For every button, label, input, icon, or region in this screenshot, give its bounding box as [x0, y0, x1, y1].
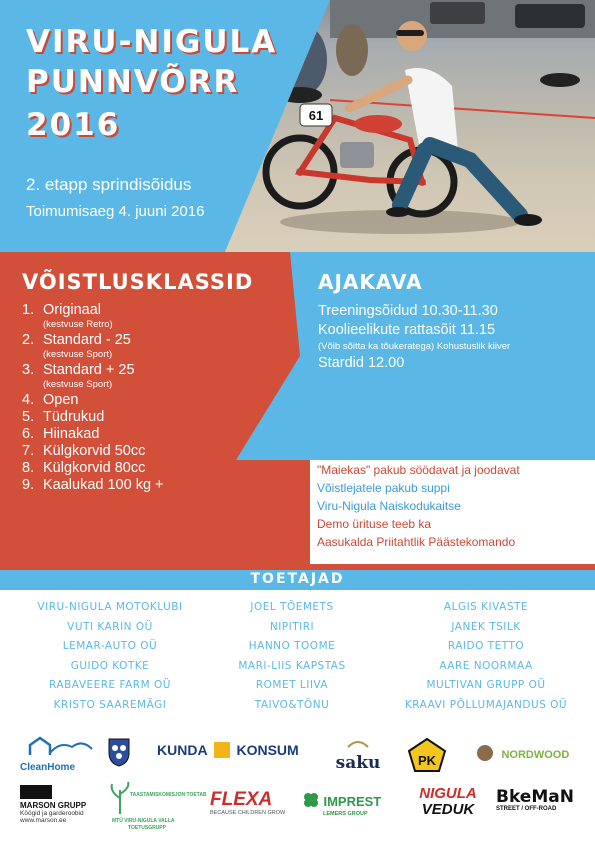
flexa-text: FLEXA: [210, 789, 273, 810]
class-number: 8.: [22, 460, 35, 476]
info-line: Viru-Nigula Naiskodukaitse: [317, 499, 461, 513]
class-item: [22, 443, 272, 460]
info-line: Demo ürituse teeb ka: [317, 517, 432, 531]
nigula-text: NIGULA: [419, 785, 477, 802]
class-subtitle: (kestvuse Sport): [43, 349, 113, 360]
class-number: 3.: [22, 362, 35, 378]
coat-of-arms-logo: [107, 737, 131, 767]
class-item: [22, 392, 272, 409]
marson-logo: [20, 785, 100, 830]
bikeman-tagline: STREET / OFF-ROAD: [496, 806, 557, 812]
class-subtitle: (kestvuse Retro): [43, 319, 113, 330]
class-label: Standard + 25: [43, 362, 135, 378]
nordwood-logo: [477, 745, 587, 765]
imprest-tagline: LEMERS GROUP: [323, 811, 368, 817]
schedule-list: [318, 302, 588, 373]
konsum-text: KONSUM: [236, 742, 299, 758]
nigula-veduk-logo: [416, 786, 480, 826]
bike-number: 61: [308, 108, 324, 123]
sponsor-name: HANNO TOOME: [248, 640, 336, 653]
class-number: 9.: [22, 477, 35, 493]
sponsor-name: LEMAR-AUTO OÜ: [62, 640, 158, 653]
sponsor-name: GUIDO KOTKE: [70, 659, 150, 672]
class-item: [22, 409, 272, 426]
sponsor-name: AARE NOORMAA: [439, 659, 533, 672]
classes-list: [22, 302, 272, 494]
sponsor-column: [212, 598, 372, 716]
engine-shape: [340, 142, 374, 168]
rider-sunglasses-shape: [396, 30, 424, 36]
poster-title-line-2: PUNNVÕRR: [26, 64, 240, 100]
class-label: Külgkorvid 80cc: [43, 460, 146, 476]
parked-car-shape: [430, 2, 485, 24]
veduk-text: VEDUK: [421, 801, 475, 818]
saku-text: saku: [335, 753, 381, 773]
class-item: [22, 426, 272, 443]
sponsor-name: VIRU-NIGULA MOTOKLUBI: [37, 601, 183, 613]
class-number: 7.: [22, 443, 35, 459]
schedule-item: Treeningsõidud 10.30-11.30: [318, 303, 498, 319]
poster-title-line-1: VIRU-NIGULA: [26, 24, 278, 60]
class-label: Originaal: [43, 302, 102, 318]
kunda-konsum-logo: [157, 742, 317, 762]
class-number: 2.: [22, 332, 35, 348]
imprest-logo: [303, 792, 403, 822]
info-line: Võistlejatele pakub suppi: [317, 481, 450, 495]
toetusgrupp-line-2: MTÜ VIRU-NIGULA VALLA: [112, 818, 175, 824]
pk-text: PK: [417, 753, 437, 768]
class-label: Hiinakad: [43, 426, 100, 442]
imprest-text: IMPREST: [323, 794, 382, 809]
class-label: Open: [43, 392, 79, 408]
info-line: "Maiekas" pakub söödavat ja joodavat: [317, 463, 520, 477]
class-number: 1.: [22, 302, 35, 318]
poster-title-line-3: 2016: [26, 107, 121, 143]
parked-car-shape: [515, 4, 585, 28]
nordwood-text: NORDWOOD: [501, 749, 570, 761]
class-number: 6.: [22, 426, 35, 442]
kunda-text: KUNDA: [157, 742, 208, 758]
marson-mark-icon: [20, 785, 52, 799]
sponsor-name: RABAVEERE FARM OÜ: [49, 679, 171, 692]
flexa-tagline: BECAUSE CHILDREN GROW: [210, 810, 286, 816]
rider-shoe-shape: [514, 214, 542, 226]
sponsor-name: NIPITIRI: [269, 620, 315, 633]
schedule-item: Stardid 12.00: [318, 355, 405, 371]
toetusgrupp-line-1: TAASTAMISKOMISJON TOETAB: [130, 792, 207, 798]
toetusgrupp-plant-icon: [108, 780, 132, 814]
sponsor-name: KRISTO SAAREMÄGI: [53, 698, 167, 711]
spectator-shape: [336, 24, 368, 76]
class-subtitle: (kestvuse Sport): [43, 379, 113, 390]
sponsor-name: ROMET LIIVA: [255, 679, 329, 692]
schedule-heading: AJAKAVA: [318, 270, 423, 294]
sponsor-name: JANEK TSILK: [451, 620, 521, 633]
sponsor-column: [384, 598, 588, 716]
sponsor-name: TAIVO&TÕNU: [254, 698, 330, 711]
cleanhome-text: CleanHome: [20, 762, 76, 773]
marson-name: MARSON GRUPP: [20, 801, 87, 810]
class-item: [22, 460, 272, 477]
sponsor-name: VUTI KARIN OÜ: [67, 620, 153, 633]
schedule-item: Koolieelikute rattasõit 11.15: [318, 322, 496, 338]
cleanhome-logo: [20, 735, 100, 771]
saku-logo: [334, 736, 382, 774]
imprest-clover-icon: [303, 792, 319, 808]
class-label: Standard - 25: [43, 332, 131, 348]
flexa-logo: [210, 790, 290, 822]
sponsor-name: MARI-LIIS KAPSTAS: [238, 659, 346, 672]
sponsors-heading: TOETAJAD: [250, 571, 345, 587]
class-label: Kaalukad 100 kg +: [43, 477, 164, 493]
sponsor-column: [14, 598, 206, 716]
class-item: [22, 362, 272, 390]
stage-text: 2. etapp sprindisõidus: [26, 175, 192, 194]
fuel-tank-shape: [354, 115, 402, 133]
class-item: [22, 477, 272, 494]
sponsor-name: JOEL TÕEMETS: [250, 601, 334, 613]
class-item: [22, 302, 272, 330]
class-label: Külgkorvid 50cc: [43, 443, 146, 459]
sponsor-name: RAIDO TETTO: [447, 640, 525, 653]
toetusgrupp-line-3: TOETUSGRUPP: [128, 825, 166, 831]
pk-emblem-icon: [405, 737, 449, 773]
class-number: 5.: [22, 409, 35, 425]
event-date: Toimumisaeg 4. juuni 2016: [26, 203, 205, 220]
rider-shoe-shape: [386, 207, 410, 217]
bikeman-text: BkeMaN: [496, 787, 574, 807]
nordwood-icon: [477, 745, 493, 761]
class-item: [22, 332, 272, 360]
konsum-k-icon: [214, 742, 230, 758]
sponsor-name: MULTIVAN GRUPP OÜ: [426, 679, 546, 692]
sponsor-name: KRAAVI PÕLLUMAJANDUS OÜ: [404, 698, 568, 711]
classes-heading: VÕISTLUSKLASSID: [22, 270, 254, 294]
pk-logo: [405, 737, 449, 773]
sponsor-name: ALGIS KIVASTE: [443, 601, 529, 613]
info-list: [317, 461, 593, 551]
cleanhome-house-icon: [20, 735, 100, 757]
toetusgrupp-logo: [108, 780, 207, 835]
info-line: Aasukalda Priitahtlik Päästekomando: [317, 535, 516, 549]
bikeman-logo: [496, 788, 576, 824]
marson-url: www.marson.ee: [20, 817, 67, 824]
class-number: 4.: [22, 392, 35, 408]
marson-tagline: Köögid ja garderoobid: [20, 810, 84, 817]
schedule-note: (Võib sõitta ka tõukeratega) Kohustuslik kiiver: [318, 341, 511, 352]
coat-of-arms-icon: [107, 737, 131, 767]
tyre-barrier-shape: [540, 73, 580, 87]
class-label: Tüdrukud: [43, 409, 105, 425]
saku-crest-icon: [334, 737, 382, 749]
